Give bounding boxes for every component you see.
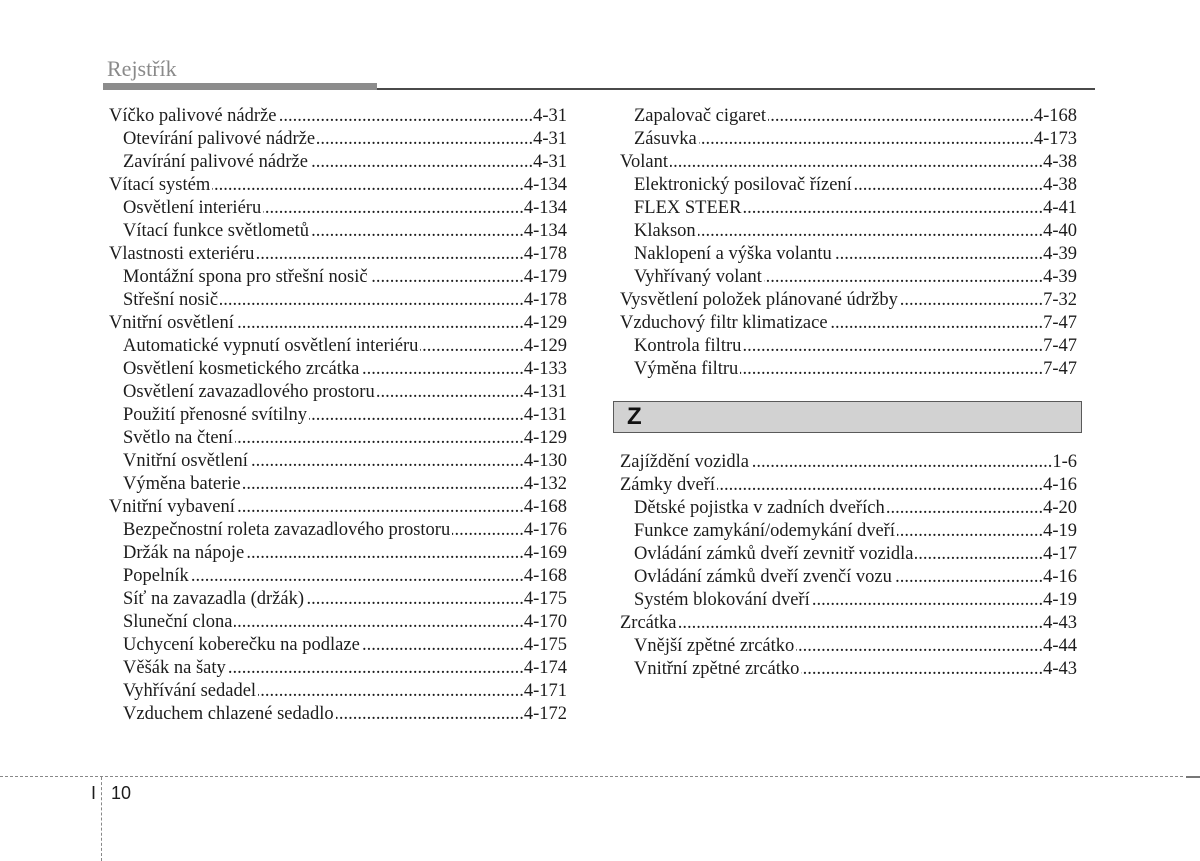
index-subentry — [620, 335, 1077, 358]
entry-page-number: 4-19 — [1043, 521, 1077, 541]
entry-label: Vyhřívaný volant — [634, 267, 762, 287]
section-heading-box — [613, 401, 1082, 433]
index-entry — [620, 451, 1077, 474]
index-subentry — [109, 358, 567, 381]
entry-page-number: 4-174 — [523, 658, 567, 678]
entry-page-number: 4-16 — [1043, 567, 1077, 587]
index-subentry — [620, 589, 1077, 612]
entry-label: Zajíždění vozidla — [620, 452, 749, 472]
entry-page-number: 4-172 — [523, 704, 567, 724]
leader-dots — [243, 473, 524, 496]
entry-page-number: 4-43 — [1043, 659, 1077, 679]
index-subentry — [620, 128, 1077, 151]
entry-label: Vlastnosti exteriéru — [109, 244, 255, 264]
index-left-column — [109, 105, 567, 726]
entry-label: Vysvětlení položek plánované údržby — [620, 290, 898, 310]
entry-label: Vnitřní zpětné zrcátko — [634, 659, 800, 679]
index-entry — [620, 312, 1077, 335]
index-subentry — [109, 289, 567, 312]
entry-label: Vyhřívání sedadel — [123, 681, 257, 701]
entry-label: FLEX STEER — [634, 198, 742, 218]
leader-dots — [900, 289, 1043, 312]
entry-label: Funkce zamykání/odemykání dveří — [634, 521, 895, 541]
entry-page-number: 4-169 — [523, 543, 567, 563]
leader-dots — [317, 128, 533, 151]
leader-dots — [250, 450, 524, 473]
leader-dots — [370, 266, 524, 289]
leader-dots — [834, 243, 1043, 266]
entry-page-number: 4-178 — [523, 290, 567, 310]
entry-page-number: 4-131 — [523, 405, 567, 425]
header-bar — [103, 83, 377, 90]
entry-label: Vnitřní osvětlení — [123, 451, 248, 471]
index-entry — [620, 289, 1077, 312]
footer-vertical-dashed-rule — [101, 777, 102, 861]
leader-dots — [311, 220, 524, 243]
leader-dots — [452, 519, 524, 542]
index-subentry — [109, 542, 567, 565]
index-subentry — [109, 473, 567, 496]
leader-dots — [236, 312, 524, 335]
leader-dots — [699, 128, 1034, 151]
index-subentry — [109, 565, 567, 588]
page-title: Rejstřík — [107, 56, 177, 81]
entry-label: Vnitřní osvětlení — [109, 313, 234, 333]
leader-dots — [258, 680, 524, 703]
entry-page-number: 4-39 — [1043, 244, 1077, 264]
entry-label: Ovládání zámků dveří zevnitř vozidla — [634, 544, 914, 564]
entry-page-number: 4-130 — [523, 451, 567, 471]
entry-label: Vzduchový filtr klimatizace — [620, 313, 828, 333]
index-subentry — [620, 543, 1077, 566]
leader-dots — [740, 358, 1043, 381]
entry-label: Zrcátka — [620, 613, 677, 633]
entry-label: Otevírání palivové nádrže — [123, 129, 316, 149]
leader-dots — [830, 312, 1044, 335]
entry-label: Bezpečnostní roleta zavazadlového prostoru — [123, 520, 451, 540]
index-subentry — [109, 657, 567, 680]
entry-label: Osvětlení interiéru — [123, 198, 262, 218]
index-subentry — [109, 519, 567, 542]
index-subentry — [109, 151, 567, 174]
index-entry — [620, 612, 1077, 635]
entry-label: Klakson — [634, 221, 696, 241]
footer-dashed-rule — [0, 776, 1183, 777]
leader-dots — [897, 520, 1043, 543]
entry-page-number: 4-129 — [523, 336, 567, 356]
entry-page-number: 4-41 — [1043, 198, 1077, 218]
index-subentry — [620, 635, 1077, 658]
entry-page-number: 4-134 — [523, 175, 567, 195]
entry-page-number: 7-47 — [1043, 359, 1077, 379]
entry-page-number: 7-47 — [1043, 313, 1077, 333]
index-subentry — [109, 588, 567, 611]
index-subentry — [109, 450, 567, 473]
entry-page-number: 4-168 — [523, 497, 567, 517]
index-subentry — [620, 105, 1077, 128]
footer-page-number: 10 — [111, 783, 132, 803]
entry-label: Věšák na šaty — [123, 658, 226, 678]
entry-page-number: 7-32 — [1043, 290, 1077, 310]
index-entry — [620, 151, 1077, 174]
entry-page-number: 4-20 — [1043, 498, 1077, 518]
entry-page-number: 4-134 — [523, 221, 567, 241]
leader-dots — [894, 566, 1043, 589]
entry-label: Použití přenosné svítilny — [123, 405, 307, 425]
entry-label: Sluneční clona — [123, 612, 233, 632]
section-letter: Z — [627, 403, 642, 430]
entry-page-number: 4-178 — [523, 244, 567, 264]
index-entry — [109, 496, 567, 519]
entry-page-number: 4-133 — [523, 359, 567, 379]
index-subentry — [109, 611, 567, 634]
leader-dots — [764, 266, 1043, 289]
entry-page-number: 4-171 — [523, 681, 567, 701]
entry-page-number: 4-176 — [523, 520, 567, 540]
leader-dots — [256, 243, 523, 266]
entry-page-number: 4-31 — [533, 106, 567, 126]
entry-label: Systém blokování dveří — [634, 590, 810, 610]
entry-page-number: 4-168 — [523, 566, 567, 586]
entry-label: Zámky dveří — [620, 475, 716, 495]
leader-dots — [751, 451, 1052, 474]
entry-page-number: 4-132 — [523, 474, 567, 494]
leader-dots — [228, 657, 524, 680]
entry-page-number: 4-134 — [523, 198, 567, 218]
leader-dots — [246, 542, 524, 565]
leader-dots — [420, 335, 523, 358]
entry-page-number: 4-175 — [523, 635, 567, 655]
leader-dots — [212, 174, 524, 197]
entry-label: Zavírání palivové nádrže — [123, 152, 308, 172]
header-rule — [377, 88, 1095, 90]
entry-page-number: 4-129 — [523, 428, 567, 448]
entry-page-number: 4-173 — [1033, 129, 1077, 149]
entry-page-number: 4-129 — [523, 313, 567, 333]
entry-label: Osvětlení zavazadlového prostoru — [123, 382, 375, 402]
leader-dots — [278, 105, 533, 128]
index-subentry — [620, 197, 1077, 220]
index-subentry — [109, 634, 567, 657]
index-subentry — [620, 220, 1077, 243]
leader-dots — [796, 635, 1043, 658]
entry-page-number: 4-170 — [523, 612, 567, 632]
entry-page-number: 4-175 — [523, 589, 567, 609]
index-subentry — [109, 266, 567, 289]
entry-label: Naklopení a výška volantu — [634, 244, 832, 264]
entry-label: Vnitřní vybavení — [109, 497, 235, 517]
leader-dots — [743, 335, 1043, 358]
entry-label: Výměna filtru — [634, 359, 739, 379]
index-right-column — [620, 105, 1077, 381]
leader-dots — [220, 289, 524, 312]
index-entry — [109, 174, 567, 197]
footer-chapter: I — [91, 783, 97, 803]
entry-label: Zapalovač cigaret — [634, 106, 766, 126]
entry-page-number: 4-38 — [1043, 175, 1077, 195]
entry-page-number: 4-168 — [1033, 106, 1077, 126]
leader-dots — [234, 611, 523, 634]
leader-dots — [263, 197, 524, 220]
leader-dots — [336, 703, 524, 726]
index-entry — [620, 474, 1077, 497]
index-subentry — [620, 566, 1077, 589]
entry-page-number: 4-44 — [1043, 636, 1077, 656]
entry-label: Výměna baterie — [123, 474, 241, 494]
index-entry — [109, 105, 567, 128]
leader-dots — [235, 427, 524, 450]
leader-dots — [191, 565, 524, 588]
index-subentry — [109, 128, 567, 151]
index-subentry — [620, 358, 1077, 381]
leader-dots — [812, 589, 1043, 612]
leader-dots — [801, 658, 1043, 681]
entry-label: Osvětlení kosmetického zrcátka — [123, 359, 360, 379]
entry-page-number: 4-39 — [1043, 267, 1077, 287]
index-subentry — [620, 266, 1077, 289]
leader-dots — [362, 634, 524, 657]
entry-page-number: 4-131 — [523, 382, 567, 402]
index-subentry — [620, 174, 1077, 197]
leader-dots — [361, 358, 524, 381]
leader-dots — [237, 496, 524, 519]
entry-label: Popelník — [123, 566, 189, 586]
leader-dots — [670, 151, 1043, 174]
entry-page-number: 4-40 — [1043, 221, 1077, 241]
leader-dots — [310, 151, 533, 174]
entry-label: Kontrola filtru — [634, 336, 742, 356]
index-subentry — [620, 520, 1077, 543]
entry-label: Střešní nosič — [123, 290, 219, 310]
entry-label: Zásuvka — [634, 129, 697, 149]
entry-label: Elektronický posilovač řízení — [634, 175, 852, 195]
entry-label: Volant — [620, 152, 668, 172]
leader-dots — [887, 497, 1043, 520]
entry-label: Vítací systém — [109, 175, 211, 195]
entry-label: Uchycení koberečku na podlaze — [123, 635, 360, 655]
index-subentry — [109, 404, 567, 427]
leader-dots — [915, 543, 1043, 566]
index-subentry — [109, 197, 567, 220]
entry-label: Síť na zavazadla (držák) — [123, 589, 304, 609]
entry-page-number: 1-6 — [1052, 452, 1077, 472]
leader-dots — [743, 197, 1043, 220]
index-subentry — [620, 243, 1077, 266]
entry-label: Automatické vypnutí osvětlení interiéru — [123, 336, 419, 356]
entry-page-number: 4-17 — [1043, 544, 1077, 564]
entry-label: Dětské pojistka v zadních dveřích — [634, 498, 885, 518]
entry-page-number: 4-179 — [523, 267, 567, 287]
leader-dots — [309, 404, 524, 427]
entry-page-number: 4-19 — [1043, 590, 1077, 610]
footer-rule-end — [1186, 776, 1200, 778]
leader-dots — [679, 612, 1044, 635]
entry-label: Vítací funkce světlometů — [123, 221, 309, 241]
index-subentry — [109, 220, 567, 243]
entry-page-number: 4-38 — [1043, 152, 1077, 172]
leader-dots — [698, 220, 1043, 243]
leader-dots — [377, 381, 524, 404]
leader-dots — [306, 588, 524, 611]
entry-label: Vzduchem chlazené sedadlo — [123, 704, 334, 724]
entry-label: Vnější zpětné zrcátko — [634, 636, 795, 656]
entry-page-number: 4-31 — [533, 129, 567, 149]
entry-label: Držák na nápoje — [123, 543, 245, 563]
index-subentry — [109, 335, 567, 358]
entry-page-number: 4-43 — [1043, 613, 1077, 633]
entry-page-number: 7-47 — [1043, 336, 1077, 356]
index-subentry — [109, 680, 567, 703]
entry-label: Světlo na čtení — [123, 428, 233, 448]
index-subentry — [109, 427, 567, 450]
entry-page-number: 4-16 — [1043, 475, 1077, 495]
entry-label: Víčko palivové nádrže — [109, 106, 277, 126]
index-subentry — [620, 497, 1077, 520]
leader-dots — [768, 105, 1034, 128]
index-subentry — [109, 381, 567, 404]
index-entry — [109, 243, 567, 266]
entry-label: Montážní spona pro střešní nosič — [123, 267, 368, 287]
index-entry — [109, 312, 567, 335]
leader-dots — [717, 474, 1043, 497]
index-subentry — [620, 658, 1077, 681]
entry-label: Ovládání zámků dveří zvenčí vozu — [634, 567, 892, 587]
index-section-z-list — [620, 451, 1077, 681]
index-subentry — [109, 703, 567, 726]
entry-page-number: 4-31 — [533, 152, 567, 172]
leader-dots — [854, 174, 1043, 197]
